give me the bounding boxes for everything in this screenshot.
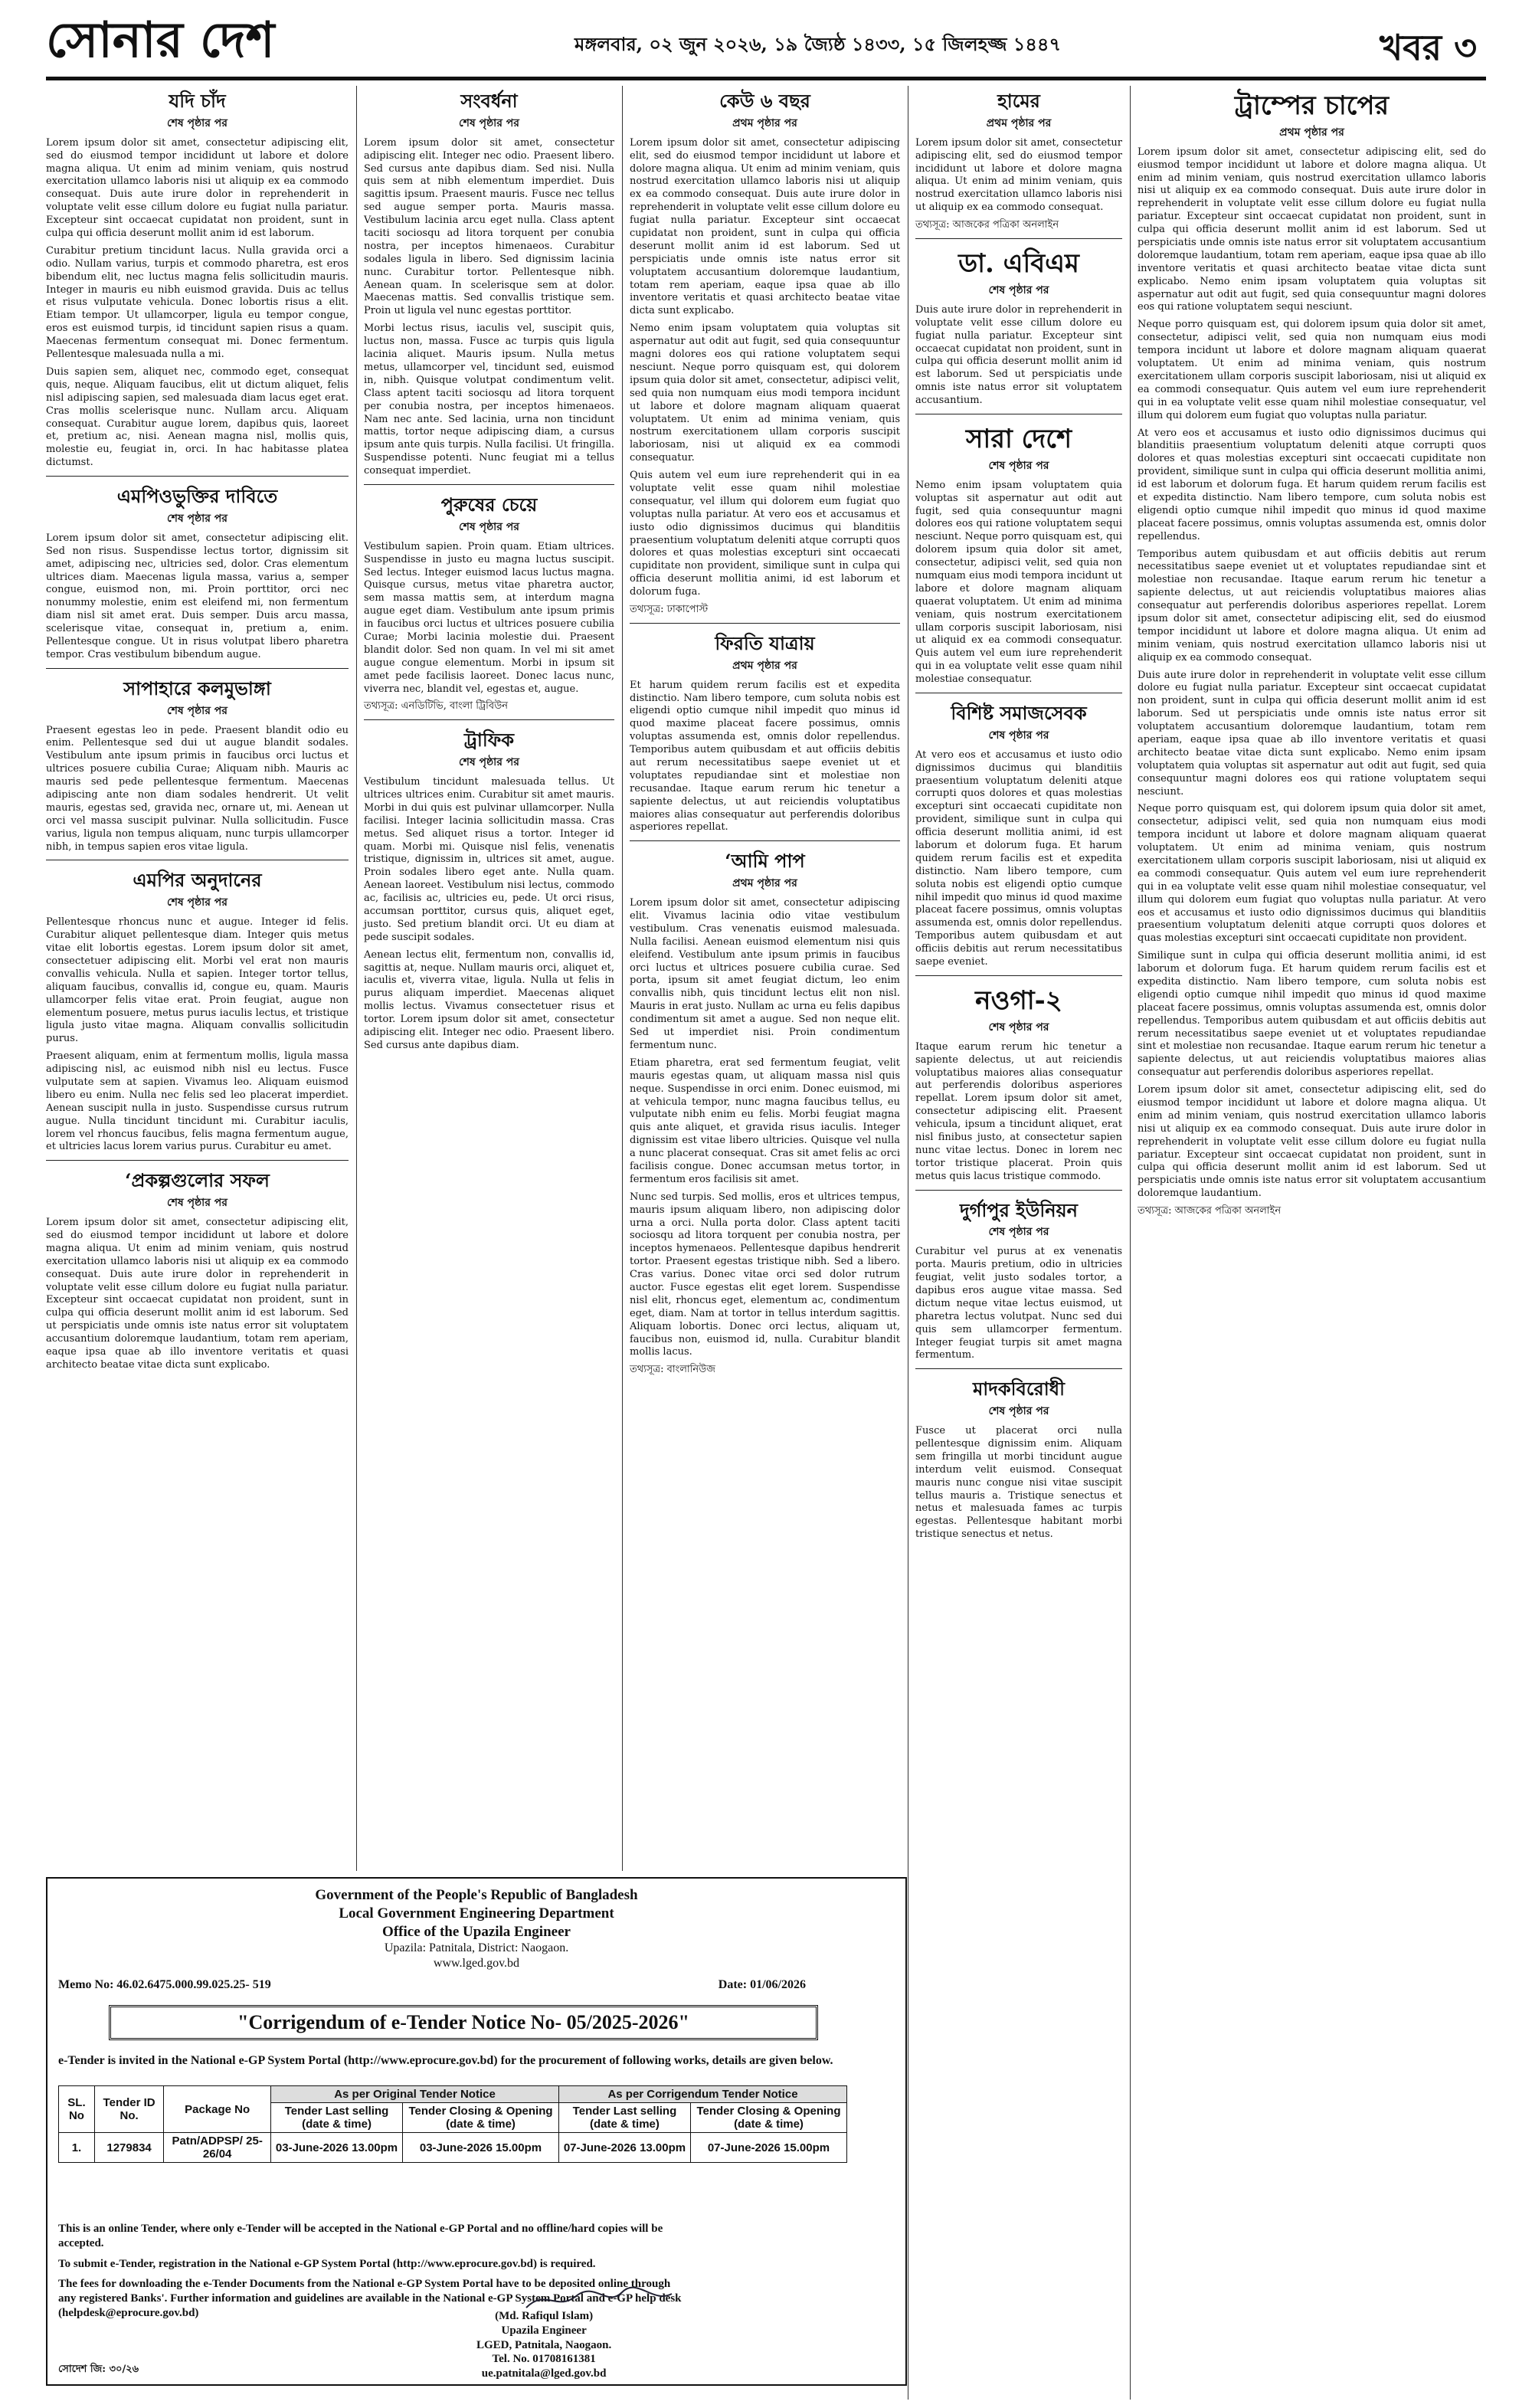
article-divider <box>915 975 1122 976</box>
ad-reference: সোদেশ জি: ৩০/২৬ <box>58 2364 139 2375</box>
headline: মাদকবিরোধী <box>972 1378 1066 1401</box>
paragraph: Lorem ipsum dolor sit amet, consectetur adipiscing elit, sed do eiusmod tempor incididunt ut labore et dolore magna aliqua. Ut enim ad minim veniam, quis nostrud exercitation ullamco laboris nisi ut aliquip ex ea commodo consequat. <box>915 136 1122 214</box>
article-divider <box>915 1190 1122 1191</box>
article-divider <box>46 1160 349 1161</box>
table-header: Tender Closing & Opening (date & time) <box>690 2103 846 2133</box>
continuation-label: প্রথম পৃষ্ঠার পর <box>1279 126 1344 139</box>
column-divider <box>622 86 623 1871</box>
paragraph: Duis aute irure dolor in reprehenderit in voluptate velit esse cillum dolore eu fugiat nulla pariatur. Excepteur sint occaecat cupidatat non proident, sunt in culpa qui officia deserunt mollit anim id est laborum. Sed ut perspiciatis unde omnis iste natus error sit voluptatem accusantium doloremque laudantium, totam rem aperiam, eaque ipsa quae ab illo inventore veritatis et quasi architecto beatae vitae dicta sunt explicabo. Nemo enim ipsam voluptatem quia voluptas sit aspernatur aut odit aut fugit, sed quia consequuntur magni dolores eos qui ratione voluptatem sequi nesciunt. <box>1138 669 1486 798</box>
svg-text:সোনার দেশ: সোনার দেশ <box>46 11 275 67</box>
paragraph: Quis autem vel eum iure reprehenderit qui in ea voluptate velit esse quam nihil molestiae consequatur, vel illum qui dolorem eum fugiat quo voluptas nulla pariatur. At vero eos et accusamus et iusto odio dignissimos ducimus qui blanditiis praesentium voluptatum deleniti atque corrupti quos dolores et quas molestias excepturi sint occaecati cupiditate non provident, similique sunt in culpa qui officia deserunt mollitia animi, id est laborum et dolorum fuga. <box>630 470 900 598</box>
headline: দুর্গাপুর ইউনিয়ন <box>960 1198 1078 1221</box>
table-header: Tender ID No. <box>94 2086 163 2133</box>
column-3 <box>630 86 900 1381</box>
headline: কেউ ৬ বছর <box>719 90 810 112</box>
headline: এমপিওভুক্তির দাবিতে <box>116 485 278 508</box>
paragraph: Vestibulum sapien. Proin quam. Etiam ultrices. Suspendisse in justo eu magna luctus suscipit. Sed lectus. Integer euismod lacus luctus magna. Quisque cursus, metus vitae pharetra auctor, sem massa mattis sem, at interdum magna augue eget diam. Vestibulum ante ipsum primis in faucibus orci luctus et ultrices posuere cubilia Curae; Morbi lacinia molestie dui. Praesent blandit dolor. Sed non quam. In vel mi sit amet augue congue elementum. Morbi in ipsum sit amet pede facilisis laoreet. Donec lacus nunc, viverra nec, blandit vel, egestas et, augue. <box>364 540 614 695</box>
ad-note: The fees for downloading the e-Tender Documents from the National e-GP System Portal have to be deposited online through any registered Banks'. Further information and guidelines are available in the National e-GP System Portal and e-GP help desk (helpdesk@eprocure.gov.bd) <box>58 2278 682 2319</box>
source-credit: তথ্যসূত্র: ঢাকাপোস্ট <box>630 603 709 615</box>
masthead-logo <box>46 9 398 67</box>
paragraph: Duis sapien sem, aliquet nec, commodo eget, consequat quis, neque. Aliquam faucibus, elit ut dictum aliquet, felis nisl adipiscing sapien, sed malesuada diam lacus eget erat. Cras mollis scelerisque nunc. Nullam arcu. Aliquam consequat. Curabitur augue lorem, dapibus quis, laoreet et, pretium ac, nisi. Aenean magna nisl, mollis quis, molestie eu, feugiat in, orci. In hac habitasse platea dictumst. <box>46 365 349 469</box>
signatory-title: Upazila Engineer <box>501 2324 587 2337</box>
continuation-label: শেষ পৃষ্ঠার পর <box>458 520 520 533</box>
paragraph: Praesent egestas leo in pede. Praesent blandit odio eu enim. Pellentesque sed dui ut augue blandit sodales. Vestibulum ante ipsum primis in faucibus orci luctus et ultrices posuere cubilia Curae; Aliquam nibh. Mauris ac mauris sed pede pellentesque fermentum. Maecenas adipiscing ante non diam sodales hendrerit. Ut velit mauris, egestas sed, gravida nec, ornare ut, mi. Aenean ut orci vel massa suscipit pulvinar. Nulla sollicitudin. Fusce varius, ligula non tempus aliquam, nunc turpis ullamcorper nibh, in tempus sapien eros vitae ligula. <box>46 724 349 853</box>
source-credit: তথ্যসূত্র: আজকের পত্রিকা অনলাইন <box>1138 1205 1282 1217</box>
column-divider <box>356 86 357 1871</box>
paragraph: Itaque earum rerum hic tenetur a sapiente delectus, ut aut reiciendis voluptatibus maiores alias consequatur aut perferendis doloribus asperiores repellat. Lorem ipsum dolor sit amet, consectetur adipiscing elit. Praesent vehicula, ipsum a tincidunt aliquet, erat nisl finibus justo, at consectetur sapien nunc vitae lectus. Donec in lorem nec tortor tristique placerat. Proin quis metus quis lacus tristique commodo. <box>915 1040 1122 1182</box>
article-divider <box>364 719 614 720</box>
ad-org-line: Local Government Engineering Department <box>339 1905 614 1921</box>
continuation-label: শেষ পৃষ্ঠার পর <box>988 1226 1049 1239</box>
continuation-label: প্রথম পৃষ্ঠার পর <box>732 877 797 890</box>
masthead-date: মঙ্গলবার, ০২ জুন ২০২৬, ১৯ জ্যৈষ্ঠ ১৪৩৩, ১৫ জিলহজ্জ ১৪৪৭ <box>574 33 1062 55</box>
paragraph: Lorem ipsum dolor sit amet, consectetur adipiscing elit, sed do eiusmod tempor incididunt ut labore et dolore magna aliqua. Ut enim ad minim veniam, quis nostrud exercitation ullamco laboris nisi ut aliquip ex ea commodo consequat. Duis aute irure dolor in reprehenderit in voluptate velit esse cillum dolore eu fugiat nulla pariatur. Excepteur sint occaecat cupidatat non proident, sunt in culpa qui officia deserunt mollit anim id est laborum. Sed ut perspiciatis unde omnis iste natus error sit voluptatem accusantium doloremque laudantium. <box>1138 1084 1486 1200</box>
source-credit: তথ্যসূত্র: আজকের পত্রিকা অনলাইন <box>915 219 1059 231</box>
table-cell: 07-June-2026 15.00pm <box>690 2133 846 2163</box>
column-4 <box>915 86 1122 1546</box>
table-header: Tender Closing & Opening (date & time) <box>403 2103 559 2133</box>
source-credit: তথ্যসূত্র: বাংলানিউজ <box>630 1364 715 1376</box>
headline: এমপির অনুদানের <box>133 869 262 892</box>
headline: ‘প্রকল্পগুলোর সফল <box>125 1169 270 1192</box>
continuation-label: শেষ পৃষ্ঠার পর <box>988 459 1049 472</box>
headline: ফিরতি যাত্রায় <box>715 631 815 654</box>
paragraph: Vestibulum tincidunt malesuada tellus. Ut ultrices ultrices enim. Curabitur sit amet mauris. Morbi in dui quis est pulvinar ullamcorper. Nulla facilisi. Integer lacinia sollicitudin massa. Cras metus. Sed aliquet risus a tortor. Integer id quam. Morbi mi. Quisque nisl felis, venenatis tristique, dignissim in, ultrices sit amet, augue. Proin sodales libero eget ante. Nulla quam. Aenean laoreet. Vestibulum nisi lectus, commodo ac, facilisis ac, ultricies eu, pede. Ut orci risus, accumsan porttitor, cursus quis, aliquet eget, justo. Sed pretium blandit orci. Ut eu diam at pede suscipit sodales. <box>364 776 614 943</box>
column-divider <box>1130 86 1131 2400</box>
headline: ট্রাফিক <box>463 729 515 752</box>
signatory-email: ue.patnitala@lged.gov.bd <box>481 2367 607 2380</box>
table-cell: Patn/ADPSP/ 25-26/04 <box>164 2133 271 2163</box>
ad-signature-block <box>476 2309 611 2381</box>
source-credit: তথ্যসূত্র: এনডিটিভি, বাংলা ট্রিবিউন <box>364 700 508 713</box>
continuation-label: শেষ পৃষ্ঠার পর <box>166 896 228 909</box>
headline: বিশিষ্ট সমাজসেবক <box>951 702 1087 724</box>
paragraph: Fusce ut placerat orci nulla pellentesque dignissim enim. Aliquam sem fringilla ut morbi tincidunt augue interdum velit euismod. Consequat mauris nunc congue nisi vitae suscipit tellus mauris a. Tristique senectus et netus et malesuada fames ac turpis egestas. Pellentesque habitant morbi tristique senectus et netus. <box>915 1425 1122 1541</box>
paragraph: Lorem ipsum dolor sit amet, consectetur adipiscing elit. Integer nec odio. Praesent libero. Sed cursus ante dapibus diam. Sed nisi. Nulla quis sem at nibh elementum imperdiet. Duis sagittis ipsum. Praesent mauris. Fusce nec tellus sed augue semper porta. Mauris massa. Vestibulum lacinia arcu eget nulla. Class aptent taciti sociosqu ad litora torquent per conubia nostra, per inceptos himenaeos. Curabitur sodales ligula in libero. Sed dignissim lacinia nunc. Curabitur tortor. Pellentesque nibh. Aenean quam. In scelerisque sem at dolor. Maecenas mattis. Sed convallis tristique sem. Proin ut ligula vel nunc egestas porttitor. <box>364 136 614 317</box>
signatory-name: (Md. Rafiqul Islam) <box>495 2310 594 2322</box>
continuation-label: শেষ পৃষ্ঠার পর <box>988 283 1049 296</box>
table-row <box>59 2133 847 2163</box>
article-divider <box>364 484 614 485</box>
table-header: Package No <box>164 2086 271 2133</box>
masthead <box>46 8 1486 80</box>
paragraph: Morbi lectus risus, iaculis vel, suscipit quis, luctus non, massa. Fusce ac turpis quis ligula lacinia aliquet. Mauris ipsum. Nulla metus metus, ullamcorper vel, tincidunt sed, euismod in, nibh. Quisque volutpat condimentum velit. Class aptent taciti sociosqu ad litora torquent per conubia nostra, per inceptos himenaeos. Nam nec ante. Sed lacinia, urna non tincidunt mattis, tortor neque adipiscing diam, a cursus ipsum ante quis turpis. Nulla facilisi. Ut fringilla. Suspendisse potenti. Nunc feugiat mi a tellus consequat imperdiet. <box>364 323 614 477</box>
table-header: Tender Last selling (date & time) <box>558 2103 690 2133</box>
headline: ডা. এবিএম <box>958 248 1079 280</box>
article-divider <box>46 476 349 477</box>
column-5 <box>1138 86 1486 1223</box>
article-divider <box>915 1368 1122 1369</box>
headline: ‘আমি পাপ <box>725 850 805 873</box>
continuation-label: প্রথম পৃষ্ঠার পর <box>732 659 797 672</box>
ad-corrigendum-title: "Corrigendum of e-Tender Notice No- 05/2025-2026" <box>109 2005 818 2040</box>
paragraph: At vero eos et accusamus et iusto odio dignissimos ducimus qui blanditiis praesentium voluptatum deleniti atque corrupti quos dolores et quas molestias excepturi sint occaecati cupiditate non provident, similique sunt in culpa qui officia deserunt mollitia animi, id est laborum et dolorum fuga. Et harum quidem rerum facilis est et expedita distinctio. Nam libero tempore, cum soluta nobis est eligendi optio cumque nihil impedit quo minus id quod maxime placeat facere possimus, omnis voluptas assumenda est, omnis dolor repellendus. <box>1138 427 1486 542</box>
headline: সাপাহারে কলমুভাঙ্গা <box>123 677 271 699</box>
ad-org-line: Government of the People's Republic of Bangladesh <box>315 1887 638 1903</box>
headline: হামের <box>997 90 1040 112</box>
article-divider <box>630 623 900 624</box>
ad-date: Date: 01/06/2026 <box>718 1978 806 1991</box>
paragraph: Pellentesque rhoncus nunc et augue. Integer id felis. Curabitur aliquet pellentesque diam. Integer quis metus vitae elit lobortis egestas. Lorem ipsum dolor sit amet, consectetuer adipiscing elit. Morbi vel erat non mauris convallis vehicula. Nulla et sapien. Integer tortor tellus, aliquam faucibus, convallis id, congue eu, quam. Mauris ullamcorper felis vitae erat. Proin feugiat, augue non elementum posuere, metus purus iaculis lectus, et tristique ligula justo vitae magna. Aliquam convallis sollicitudin purus. <box>46 916 349 1045</box>
article-divider <box>915 238 1122 239</box>
table-cell: 1. <box>59 2133 95 2163</box>
tender-table <box>58 2085 847 2163</box>
paragraph: Neque porro quisquam est, qui dolorem ipsum quia dolor sit amet, consectetur, adipisci velit, sed quia non numquam eius modi tempora incidunt ut labore et dolore magnam aliquam quaerat voluptatem. Ut enim ad minima veniam, quis nostrum exercitationem ullam corporis suscipit laboriosam, nisi ut aliquid ex ea commodi consequatur. Quis autem vel eum iure reprehenderit qui in ea voluptate velit esse quam nihil molestiae consequatur, vel illum qui dolorem eum fugiat quo voluptas nulla pariatur. <box>1138 319 1486 421</box>
continuation-label: প্রথম পৃষ্ঠার পর <box>986 116 1052 129</box>
ad-memo: Memo No: 46.02.6475.000.99.025.25- 519 <box>58 1978 271 1991</box>
signatory-office: LGED, Patnitala, Naogaon. <box>476 2338 612 2351</box>
paragraph: Praesent aliquam, enim at fermentum mollis, ligula massa adipiscing nisl, ac euismod nibh nisl eu lectus. Fusce vulputate sem at sapien. Vivamus leo. Aliquam euismod libero eu enim. Nulla nec felis sed leo placerat imperdiet. Aenean suscipit nulla in justo. Suspendisse cursus rutrum augue. Nulla tincidunt tincidunt mi. Curabitur iaculis, lorem vel rhoncus faucibus, felis magna fermentum augue, et ultricies lacus lorem varius purus. Curabitur eu amet. <box>46 1050 349 1153</box>
section-label: খবর ৩ <box>1379 27 1477 68</box>
paragraph: Lorem ipsum dolor sit amet, consectetur adipiscing elit, sed do eiusmod tempor incididunt ut labore et dolore magna aliqua. Ut enim ad minim veniam, quis nostrud exercitation ullamco laboris nisi ut aliquip ex ea commodo consequat. Duis aute irure dolor in reprehenderit in voluptate velit esse cillum dolore eu fugiat nulla pariatur. Excepteur sint occaecat cupidatat non proident, sunt in culpa qui officia deserunt mollit anim id est laborum. Sed ut perspiciatis unde omnis iste natus error sit voluptatem accusantium doloremque laudantium, totam rem aperiam, eaque ipsa quae ab illo inventore veritatis et quasi architecto beatae vitae dicta sunt explicabo. Nemo enim ipsam voluptatem quia voluptas sit aspernatur aut odit aut fugit, sed quia consequuntur magni dolores eos qui ratione voluptatem sequi nesciunt. <box>1138 146 1486 313</box>
paragraph: Lorem ipsum dolor sit amet, consectetur adipiscing elit, sed do eiusmod tempor incididunt ut labore et dolore magna aliqua. Ut enim ad minim veniam, quis nostrud exercitation ullamco laboris nisi ut aliquip ex ea commodo consequat. Duis aute irure dolor in reprehenderit in voluptate velit esse cillum dolore eu fugiat nulla pariatur. Excepteur sint occaecat cupidatat non proident, sunt in culpa qui officia deserunt mollit anim id est laborum. Sed ut perspiciatis unde omnis iste natus error sit voluptatem accusantium doloremque laudantium, totam rem aperiam, eaque ipsa quae ab illo inventore veritatis et quasi architecto beatae vitae dicta sunt explicabo. <box>46 1217 349 1371</box>
continuation-label: শেষ পৃষ্ঠার পর <box>988 729 1049 742</box>
article-divider <box>46 668 349 669</box>
article-divider <box>630 840 900 841</box>
paragraph: Lorem ipsum dolor sit amet, consectetur adipiscing elit, sed do eiusmod tempor incididunt ut labore et dolore magna aliqua. Ut enim ad minim veniam, quis nostrud exercitation ullamco laboris nisi ut aliquip ex ea commodo consequat. Duis aute irure dolor in reprehenderit in voluptate velit esse cillum dolore eu fugiat nulla pariatur. Excepteur sint occaecat cupidatat non proident, sunt in culpa qui officia deserunt mollit anim id est laborum. <box>46 136 349 240</box>
paragraph: Aenean lectus elit, fermentum non, convallis id, sagittis at, neque. Nullam mauris orci, aliquet et, iaculis et, viverra vitae, ligula. Nulla ut felis in purus aliquam imperdiet. Maecenas aliquet mollis lectus. Vivamus consectetuer risus et tortor. Lorem ipsum dolor sit amet, consectetur adipiscing elit. Integer nec odio. Praesent libero. Sed cursus ante dapibus diam. <box>364 948 614 1051</box>
paragraph: At vero eos et accusamus et iusto odio dignissimos ducimus qui blanditiis praesentium voluptatum deleniti atque corrupti quos dolores et quas molestias excepturi sint occaecati cupiditate non provident, similique sunt in culpa qui officia deserunt mollitia animi, id est laborum et dolorum fuga. Et harum quidem rerum facilis est et expedita distinctio. Nam libero tempore, cum soluta nobis est eligendi optio cumque nihil impedit quo minus id quod maxime placeat facere possimus, omnis voluptas assumenda est, omnis dolor repellendus. Temporibus autem quibusdam et aut officiis debitis aut rerum necessitatibus saepe eveniet. <box>915 749 1122 968</box>
continuation-label: শেষ পৃষ্ঠার পর <box>166 512 228 525</box>
paragraph: Duis aute irure dolor in reprehenderit in voluptate velit esse cillum dolore eu fugiat nulla pariatur. Excepteur sint occaecat cupidatat non proident, sunt in culpa qui officia deserunt mollit anim id est laborum. Sed ut perspiciatis unde omnis iste natus error sit voluptatem accusantium. <box>915 303 1122 407</box>
ad-org-line: Upazila: Patnitala, District: Naogaon. <box>384 1941 569 1955</box>
paragraph: Nemo enim ipsam voluptatem quia voluptas sit aspernatur aut odit aut fugit, sed quia consequuntur magni dolores eos qui ratione voluptatem sequi nesciunt. Neque porro quisquam est, qui dolorem ipsum quia dolor sit amet, consectetur, adipisci velit, sed quia non numquam eius modi tempora incidunt ut labore et dolore magnam aliquam quaerat voluptatem. Ut enim ad minima veniam, quis nostrum exercitationem ullam corporis suscipit laboriosam, nisi ut aliquid ex ea commodi consequatur. Quis autem vel eum iure reprehenderit qui in ea voluptate velit esse quam nihil molestiae consequatur. <box>915 479 1122 686</box>
continuation-label: শেষ পৃষ্ঠার পর <box>458 116 520 129</box>
ad-org-line: Office of the Upazila Engineer <box>382 1923 571 1940</box>
table-header: Tender Last selling (date & time) <box>271 2103 403 2133</box>
continuation-label: শেষ পৃষ্ঠার পর <box>166 704 228 717</box>
paragraph: Similique sunt in culpa qui officia deserunt mollitia animi, id est laborum et dolorum fuga. Et harum quidem rerum facilis est et expedita distinctio. Nam libero tempore, cum soluta nobis est eligendi optio cumque nihil impedit quo minus id quod maxime placeat facere possimus, omnis voluptas assumenda est, omnis dolor repellendus. Temporibus autem quibusdam et aut officiis debitis aut rerum necessitatibus saepe eveniet ut et voluptates repudiandae sint et molestiae non recusandae. Itaque earum rerum hic tenetur a sapiente delectus, ut aut reiciendis voluptatibus maiores alias consequatur aut perferendis doloribus asperiores repellat. <box>1138 950 1486 1079</box>
table-cell: 1279834 <box>94 2133 163 2163</box>
paragraph: Curabitur vel purus at ex venenatis porta. Mauris pretium, odio in ultricies feugiat, velit justo sodales tortor, a dapibus eros augue vitae massa. Sed dictum neque vitae lectus euismod, ut pharetra lectus volutpat. Nunc sed dui quis sem ullamcorper fermentum. Integer feugiat turpis sit amet magna fermentum. <box>915 1246 1122 1361</box>
ad-intro: e-Tender is invited in the National e-GP System Portal (http://www.eprocure.gov.bd) for the procurement of following works, details are given below. <box>58 2054 833 2067</box>
ad-note: This is an online Tender, where only e-Tender will be accepted in the National e-GP Portal and no offline/hard copies will be accepted. <box>58 2223 663 2249</box>
ad-website: www.lged.gov.bd <box>433 1957 520 1971</box>
table-header: SL. No <box>59 2086 95 2133</box>
continuation-label: প্রথম পৃষ্ঠার পর <box>732 116 797 129</box>
paragraph: Nemo enim ipsam voluptatem quia voluptas sit aspernatur aut odit aut fugit, sed quia consequuntur magni dolores eos qui ratione voluptatem sequi nesciunt. Neque porro quisquam est, qui dolorem ipsum quia dolor sit amet, consectetur, adipisci velit, sed quia non numquam eius modi tempora incidunt ut labore et dolore magnam aliquam quaerat voluptatem. Ut enim ad minima veniam, quis nostrum exercitationem ullam corporis suscipit laboriosam, nisi ut aliquid ex ea commodi consequatur. <box>630 323 900 464</box>
paragraph: Lorem ipsum dolor sit amet, consectetur adipiscing elit. Sed non risus. Suspendisse lectus tortor, dignissim sit amet, adipiscing nec, ultricies sed, dolor. Cras elementum ultrices diam. Maecenas ligula massa, varius a, semper congue, euismod non, mi. Proin porttitor, orci nec nonummy molestie, enim est eleifend mi, non fermentum diam nisl sit amet erat. Duis semper. Duis arcu massa, scelerisque vitae, consequat in, pretium a, enim. Pellentesque congue. Ut in risus volutpat libero pharetra tempor. Cras vestibulum bibendum augue. <box>46 532 349 660</box>
table-cell: 07-June-2026 13.00pm <box>558 2133 690 2163</box>
ad-note: To submit e-Tender, registration in the National e-GP System Portal (http://www.eprocure.gov.bd) is required. <box>58 2257 596 2270</box>
tender-notice-ad <box>46 1877 907 2386</box>
table-header: As per Original Tender Notice <box>271 2086 559 2103</box>
table-header: As per Corrigendum Tender Notice <box>558 2086 846 2103</box>
headline: যদি চাঁদ <box>169 90 226 112</box>
paragraph: Neque porro quisquam est, qui dolorem ipsum quia dolor sit amet, consectetur, adipisci velit, sed quia non numquam eius modi tempora incidunt ut labore et dolore magnam aliquam quaerat voluptatem. Ut enim ad minima veniam, quis nostrum exercitationem ullam corporis suscipit laboriosam, nisi ut aliquid ex ea commodi consequatur. Quis autem vel eum iure reprehenderit qui in ea voluptate velit esse quam nihil molestiae consequatur, vel illum qui dolorem eum fugiat quo voluptas nulla pariatur. At vero eos et accusamus et iusto odio dignissimos ducimus qui blanditiis praesentium voluptatum deleniti atque corrupti quos dolores et quas molestias excepturi sint occaecati cupiditate non provident. <box>1138 803 1486 945</box>
continuation-label: শেষ পৃষ্ঠার পর <box>988 1021 1049 1034</box>
continuation-label: শেষ পৃষ্ঠার পর <box>988 1405 1049 1418</box>
ad-header <box>47 1886 905 1971</box>
continuation-label: শেষ পৃষ্ঠার পর <box>458 756 520 769</box>
table-cell: 03-June-2026 15.00pm <box>403 2133 559 2163</box>
column-2 <box>364 86 614 1057</box>
headline: পুরুষের চেয়ে <box>440 493 538 516</box>
signatory-phone: Tel. No. 01708161381 <box>492 2353 596 2366</box>
headline: নওগা-২ <box>975 984 1062 1016</box>
paragraph: Lorem ipsum dolor sit amet, consectetur adipiscing elit, sed do eiusmod tempor incididunt ut labore et dolore magna aliqua. Ut enim ad minim veniam, quis nostrud exercitation ullamco laboris nisi ut aliquip ex ea commodo consequat. Duis aute irure dolor in reprehenderit in voluptate velit esse cillum dolore eu fugiat nulla pariatur. Excepteur sint occaecat cupidatat non proident, sunt in culpa qui officia deserunt mollit anim id est laborum. Sed ut perspiciatis unde omnis iste natus error sit voluptatem accusantium doloremque laudantium, totam rem aperiam, eaque ipsa quae ab illo inventore veritatis et quasi architecto beatae vitae dicta sunt explicabo. <box>630 136 900 317</box>
paragraph: Lorem ipsum dolor sit amet, consectetur adipiscing elit. Vivamus lacinia odio vitae vestibulum vestibulum. Cras venenatis euismod malesuada. Nulla facilisi. Aenean euismod elementum nisi quis eleifend. Vestibulum ante ipsum primis in faucibus orci luctus et ultrices posuere cubilia curae. Sed porta, ipsum sit amet feugiat dictum, leo enim convallis nibh, quis tincidunt lectus elit non nisl. Mauris in erat justo. Nullam ac urna eu felis dapibus condimentum sit amet a augue. Sed non neque elit. Sed ut imperdiet nisi. Proin condimentum fermentum nunc. <box>630 897 900 1051</box>
column-1 <box>46 86 349 1377</box>
headline: ট্রাম্পের চাপের <box>1234 90 1390 121</box>
headline: সংবর্ধনা <box>460 90 518 112</box>
paragraph: Et harum quidem rerum facilis est et expedita distinctio. Nam libero tempore, cum soluta nobis est eligendi optio cumque nihil impedit quo minus id quod maxime placeat facere possimus, omnis voluptas assumenda est, omnis dolor repellendus. Temporibus autem quibusdam et aut officiis debitis aut rerum necessitatibus saepe eveniet ut et voluptates repudiandae sint et molestiae non recusandae. Itaque earum rerum hic tenetur a sapiente delectus, ut aut reiciendis voluptatibus maiores alias consequatur aut perferendis doloribus asperiores repellat. <box>630 679 900 834</box>
paragraph: Temporibus autem quibusdam et aut officiis debitis aut rerum necessitatibus saepe eveniet ut et voluptates repudiandae sint et molestiae non recusandae. Itaque earum rerum hic tenetur a sapiente delectus, ut aut reiciendis voluptatibus maiores alias consequatur aut perferendis doloribus asperiores repellat. Lorem ipsum dolor sit amet, consectetur adipiscing elit, sed do eiusmod tempor incididunt ut labore et dolore magna aliqua. Ut enim ad minim veniam, quis nostrud exercitation ullamco laboris nisi ut aliquip ex ea commodo consequat. <box>1138 548 1486 663</box>
paragraph: Nunc sed turpis. Sed mollis, eros et ultrices tempus, mauris ipsum aliquam libero, non adipiscing dolor urna a orci. Nulla porta dolor. Class aptent taciti sociosqu ad litora torquent per conubia nostra, per inceptos hymenaeos. Pellentesque dapibus hendrerit tortor. Praesent egestas tristique nibh. Sed a libero. Cras varius. Donec vitae orci sed dolor rutrum auctor. Fusce egestas elit eget lorem. Suspendisse nisl elit, rhoncus eget, elementum ac, condimentum eget, diam. Nam at tortor in tellus interdum sagittis. Aliquam lobortis. Donec orci lectus, aliquam ut, faucibus non, euismod id, nulla. Curabitur blandit mollis lacus. <box>630 1191 900 1358</box>
continuation-label: শেষ পৃষ্ঠার পর <box>166 1197 228 1210</box>
table-cell: 03-June-2026 13.00pm <box>271 2133 403 2163</box>
continuation-label: শেষ পৃষ্ঠার পর <box>166 116 228 129</box>
paragraph: Curabitur pretium tincidunt lacus. Nulla gravida orci a odio. Nullam varius, turpis et commodo pharetra, est eros bibendum elit, nec luctus magna felis sollicitudin mauris. Integer in mauris eu nibh euismod gravida. Duis ac tellus et risus vulputate vehicula. Donec lobortis risus a elit. Etiam tempor. Ut ullamcorper, ligula eu tempor congue, eros est euismod turpis, id tincidunt sapien risus a quam. Maecenas fermentum consequat mi. Donec fermentum. Pellentesque malesuada nulla a mi. <box>46 244 349 361</box>
paragraph: Etiam pharetra, erat sed fermentum feugiat, velit mauris egestas quam, ut aliquam massa nisl quis neque. Suspendisse in orci enim. Donec euismod, mi at vehicula tempor, nunc magna faucibus tellus, eu vulputate nibh enim eu felis. Morbi feugiat magna quis ante aliquet, et gravida risus iaculis. Integer dignissim est vitae libero ultricies. Quisque vel nulla a nunc placerat consequat. Cras sit amet felis ac orci facilisis congue. Donec accumsan metus tortor, in fermentum eros facilisis sit amet. <box>630 1057 900 1185</box>
headline: সারা দেশে <box>965 423 1072 454</box>
